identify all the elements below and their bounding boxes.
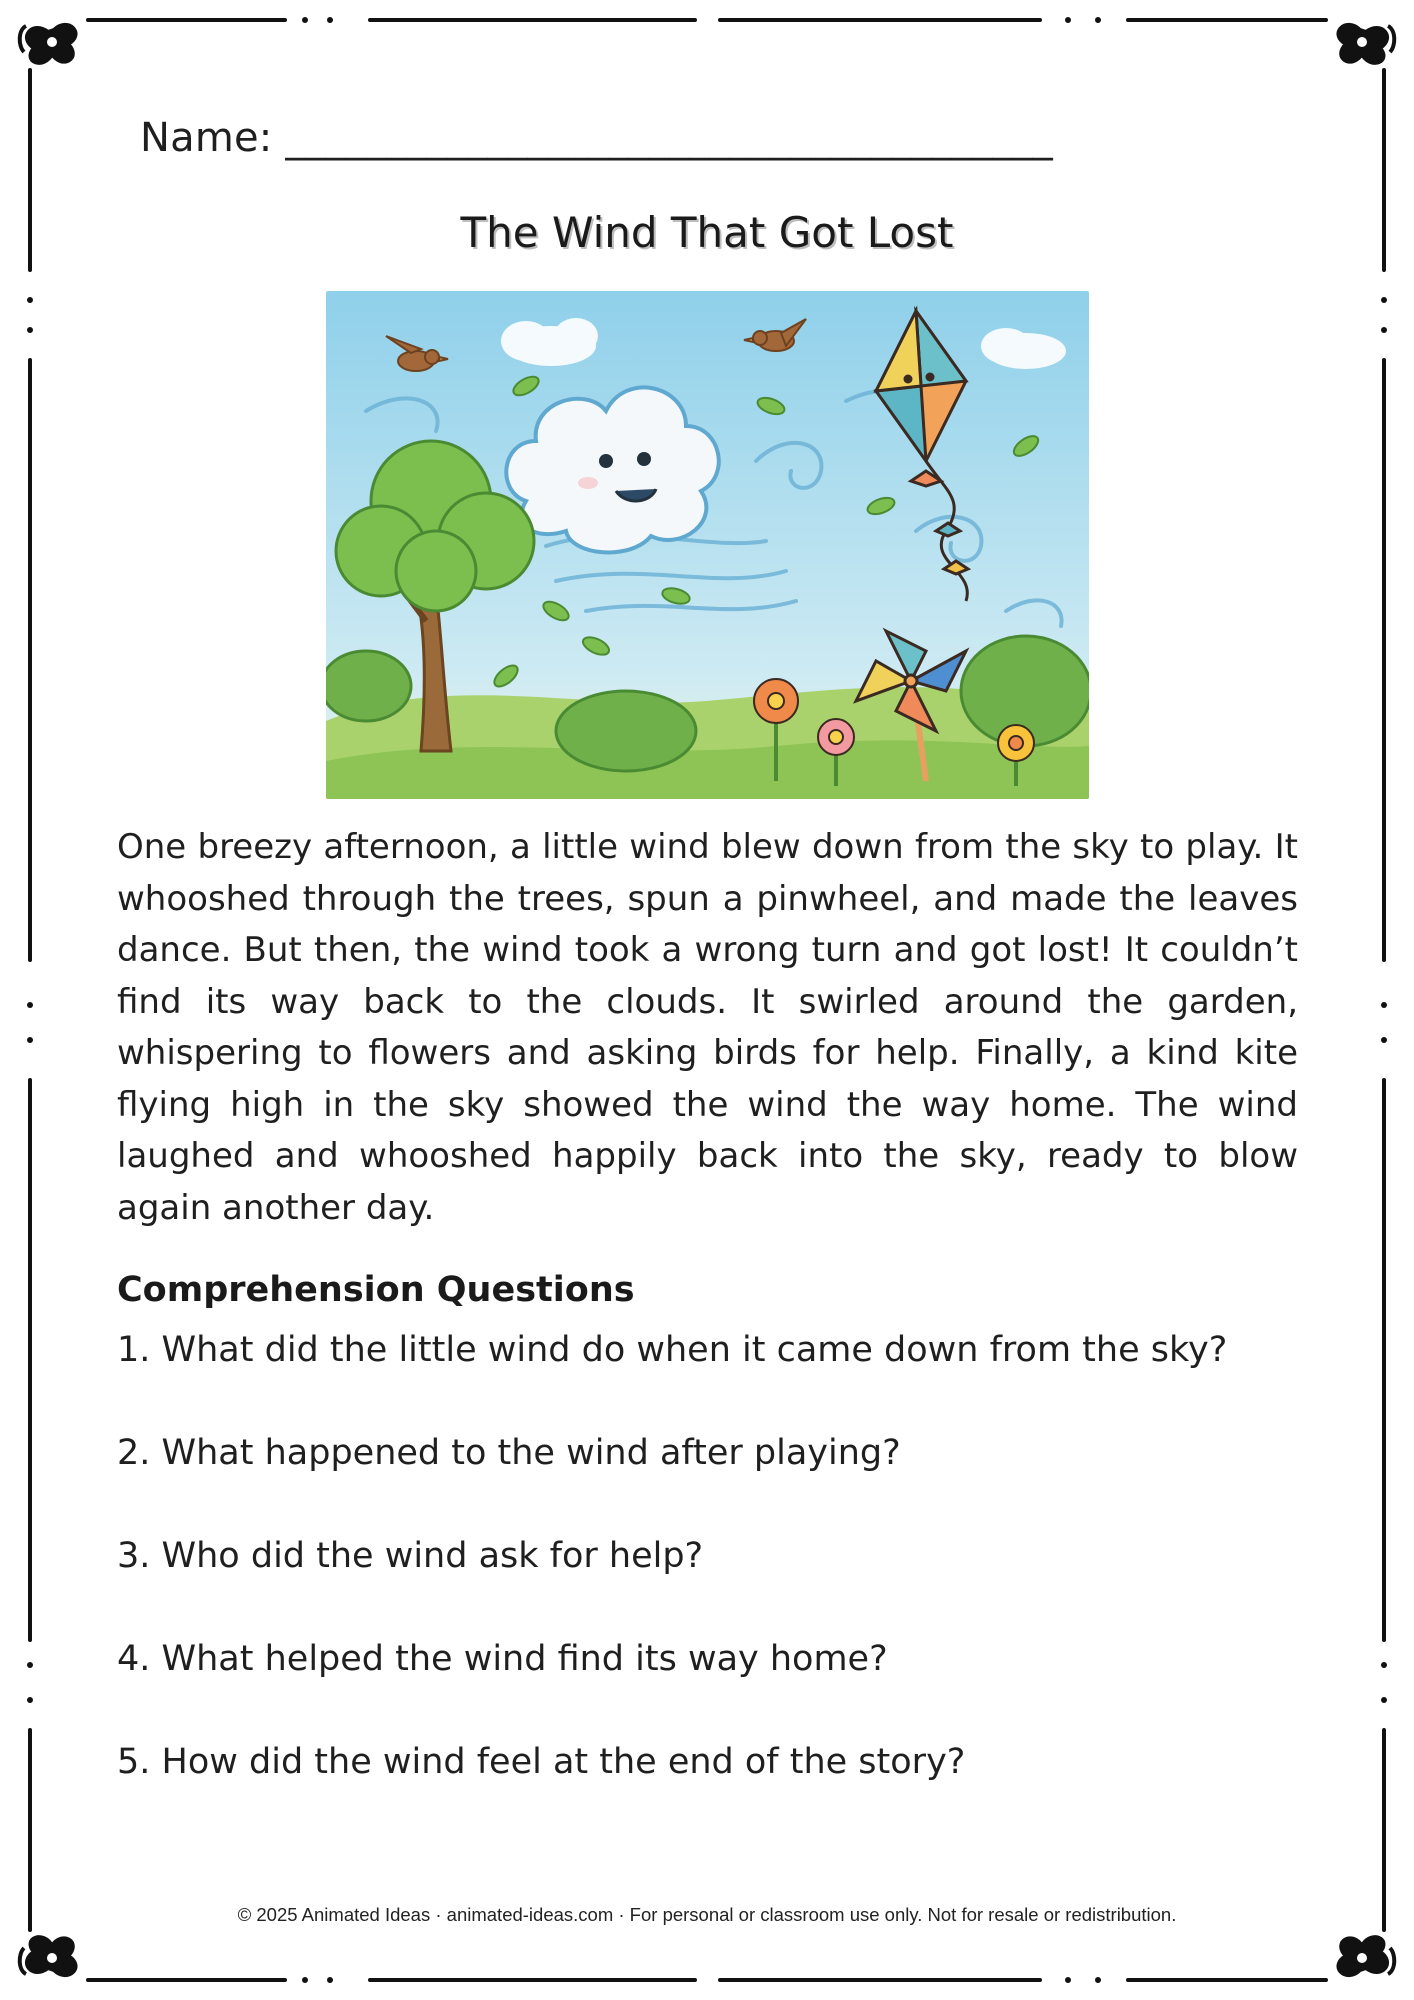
name-field-label: Name: ______________________________________ <box>140 115 1053 161</box>
question-5: 5. How did the wind feel at the end of the story? <box>117 1742 966 1782</box>
questions-heading: Comprehension Questions <box>117 1270 635 1310</box>
copyright-footer: © 2025 Animated Ideas · animated-ideas.com · For personal or classroom use only. Not for resale or redistribution. <box>237 1904 1177 1925</box>
question-4: 4. What helped the wind find its way home? <box>117 1639 888 1679</box>
page-title: The Wind That Got Lost <box>460 208 954 257</box>
question-3: 3. Who did the wind ask for help? <box>117 1536 704 1576</box>
question-1: 1. What did the little wind do when it came down from the sky? <box>117 1330 1228 1370</box>
wind-cloud-kite-garden-illustration <box>326 291 1089 799</box>
question-2: 2. What happened to the wind after playing? <box>117 1433 901 1473</box>
story-text: One breezy afternoon, a little wind blew down from the sky to play. It whooshed through the trees, spun a pinwheel, and made the leaves dance. But then, the wind took a wrong turn and got lost! It couldn’t find its way back to the clouds. It swirled around the garden, whispering to flowers and asking birds for help. Finally, a kind kite flying high in the sky showed the wind the way home. The wind laughed and whooshed happily back into the sky, ready to blow again another day. <box>117 827 1298 1228</box>
